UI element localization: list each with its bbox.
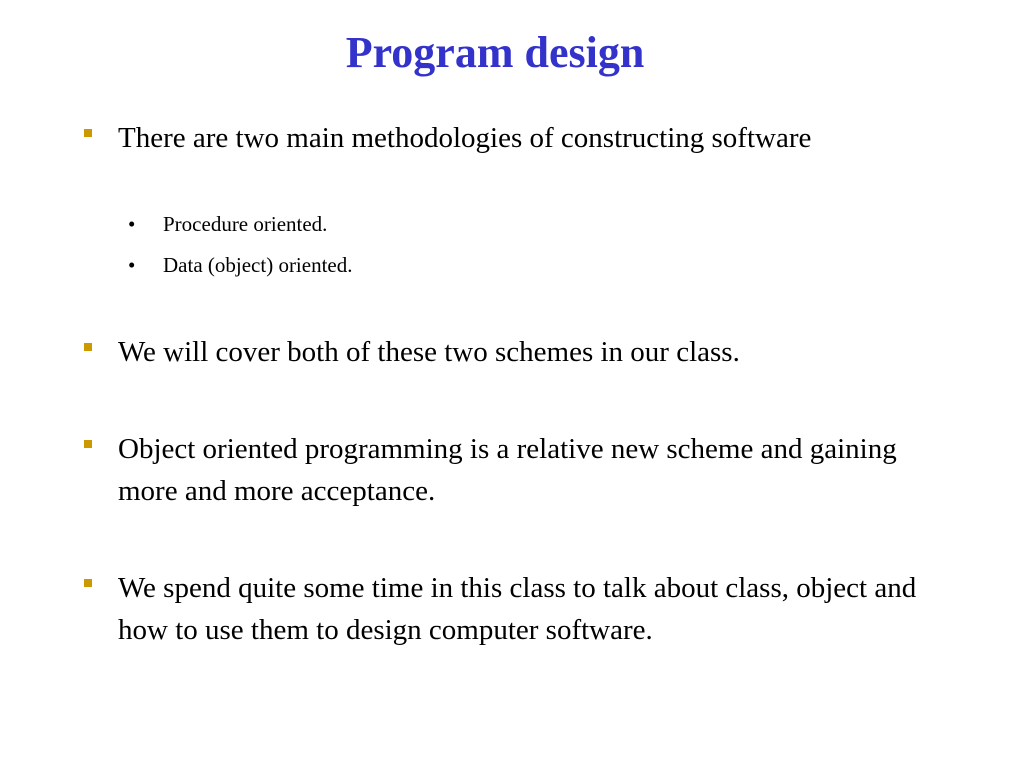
slide-title: Program design [345,28,645,77]
bullet-text: We will cover both of these two schemes in our class. [118,336,740,368]
bullet-item-2 [84,331,944,373]
bullet-text: Object oriented programming is a relative new scheme and gaining more and more acceptance. [118,433,897,507]
bullet-item-4 [84,567,944,651]
bullet-text: There are two main methodologies of constructing software [118,122,812,154]
sub-bullet-item-2 [128,251,828,279]
square-bullet-icon [84,440,92,448]
bullet-item-3 [84,428,944,512]
square-bullet-icon [84,579,92,587]
sub-bullet-item-1 [128,210,828,238]
dot-bullet-icon: • [128,253,136,277]
dot-bullet-icon: • [128,212,136,236]
sub-bullet-text: Data (object) oriented. [163,253,353,277]
sub-bullet-text: Procedure oriented. [163,212,328,236]
bullet-item-1 [84,117,944,159]
square-bullet-icon [84,129,92,137]
square-bullet-icon [84,343,92,351]
bullet-text: We spend quite some time in this class to talk about class, object and how to use them to design computer software. [118,572,917,646]
